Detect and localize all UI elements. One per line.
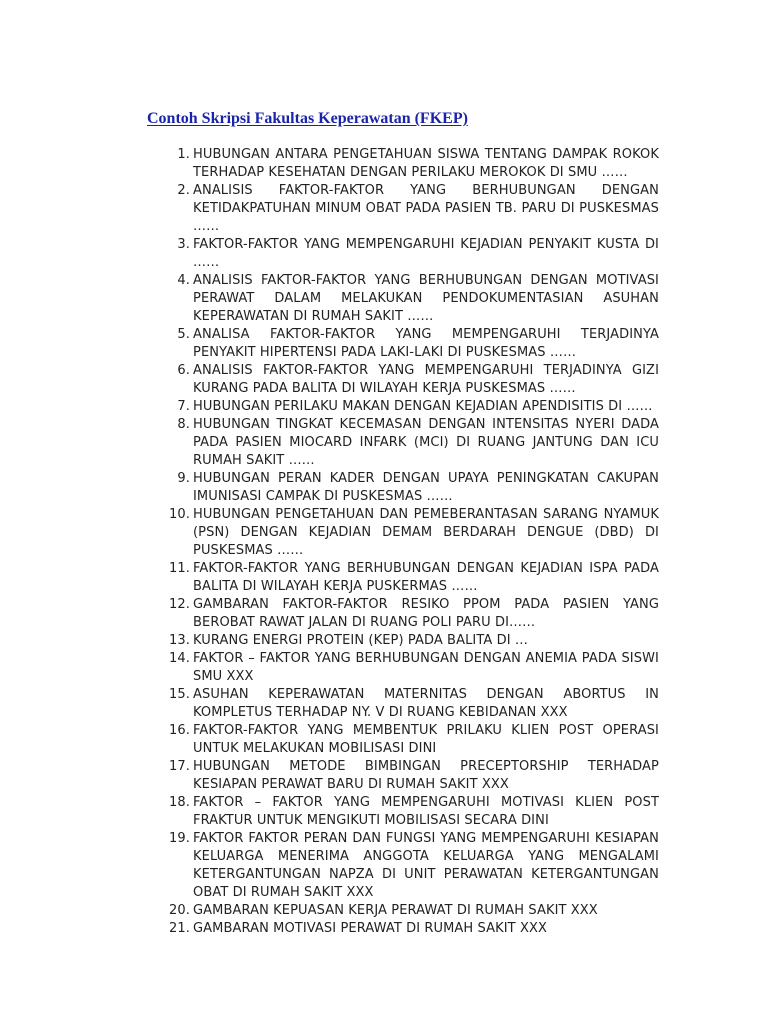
list-item	[150, 830, 659, 902]
item-number: 10.	[169, 507, 190, 522]
item-text: GAMBARAN MOTIVASI PERAWAT DI RUMAH SAKIT XXX	[193, 921, 547, 936]
item-text: HUBUNGAN PERILAKU MAKAN DENGAN KEJADIAN APENDISITIS DI ……	[193, 399, 653, 414]
item-text: HUBUNGAN PERAN KADER DENGAN UPAYA PENINGKATAN CAKUPAN IMUNISASI CAMPAK DI PUSKESMAS ……	[193, 471, 659, 504]
item-text: KURANG ENERGI PROTEIN (KEP) PADA BALITA DI …	[193, 633, 528, 648]
item-number: 11.	[169, 561, 190, 576]
list-item	[150, 362, 659, 398]
item-number: 5.	[177, 327, 190, 342]
item-number: 8.	[177, 417, 190, 432]
item-text: GAMBARAN KEPUASAN KERJA PERAWAT DI RUMAH SAKIT XXX	[193, 903, 598, 918]
list-item	[150, 920, 659, 938]
document-title[interactable]: Contoh Skripsi Fakultas Keperawatan (FKEP)	[147, 110, 468, 127]
item-number: 18.	[169, 795, 190, 810]
item-number: 14.	[169, 651, 190, 666]
list-item	[150, 560, 659, 596]
item-number: 19.	[169, 831, 190, 846]
list-item	[150, 272, 659, 326]
item-text: HUBUNGAN METODE BIMBINGAN PRECEPTORSHIP TERHADAP KESIAPAN PERAWAT BARU DI RUMAH SAKIT XXX	[193, 759, 659, 792]
item-number: 15.	[169, 687, 190, 702]
item-number: 13.	[169, 633, 190, 648]
list-item	[150, 146, 659, 182]
item-text: FAKTOR-FAKTOR YANG MEMPENGARUHI KEJADIAN PENYAKIT KUSTA DI ……	[193, 237, 659, 270]
item-number: 6.	[177, 363, 190, 378]
list-item	[150, 758, 659, 794]
item-text: FAKTOR – FAKTOR YANG MEMPENGARUHI MOTIVASI KLIEN POST FRAKTUR UNTUK MENGIKUTI MOBILISASI SECARA DINI	[193, 795, 659, 828]
list-item	[150, 326, 659, 362]
item-number: 2.	[177, 183, 190, 198]
list-item	[150, 650, 659, 686]
item-number: 3.	[177, 237, 190, 252]
item-number: 16.	[169, 723, 190, 738]
list-item	[150, 902, 659, 920]
item-number: 20.	[169, 903, 190, 918]
item-text: HUBUNGAN TINGKAT KECEMASAN DENGAN INTENSITAS NYERI DADA PADA PASIEN MIOCARD INFARK (MCI) DI RUANG JANTUNG DAN ICU RUMAH SAKIT ……	[193, 417, 659, 468]
list-item	[150, 506, 659, 560]
item-number: 1.	[177, 147, 190, 162]
list-item	[150, 794, 659, 830]
item-text: ANALISA FAKTOR-FAKTOR YANG MEMPENGARUHI TERJADINYA PENYAKIT HIPERTENSI PADA LAKI-LAKI DI PUSKESMAS ……	[193, 327, 659, 360]
item-number: 21.	[169, 921, 190, 936]
list-item	[150, 632, 659, 650]
item-text: HUBUNGAN PENGETAHUAN DAN PEMEBERANTASAN SARANG NYAMUK (PSN) DENGAN KEJADIAN DEMAM BERDARAH DENGUE (DBD) DI PUSKESMAS ……	[193, 507, 659, 558]
item-text: GAMBARAN FAKTOR-FAKTOR RESIKO PPOM PADA PASIEN YANG BEROBAT RAWAT JALAN DI RUANG POLI PARU DI……	[193, 597, 659, 630]
item-text: FAKTOR-FAKTOR YANG BERHUBUNGAN DENGAN KEJADIAN ISPA PADA BALITA DI WILAYAH KERJA PUSKERMAS ……	[193, 561, 659, 594]
item-number: 17.	[169, 759, 190, 774]
item-text: ASUHAN KEPERAWATAN MATERNITAS DENGAN ABORTUS IN KOMPLETUS TERHADAP NY. V DI RUANG KEBIDANAN XXX	[193, 687, 659, 720]
item-text: FAKTOR-FAKTOR YANG MEMBENTUK PRILAKU KLIEN POST OPERASI UNTUK MELAKUKAN MOBILISASI DINI	[193, 723, 659, 756]
item-text: ANALISIS FAKTOR-FAKTOR YANG BERHUBUNGAN DENGAN MOTIVASI PERAWAT DALAM MELAKUKAN PENDOKUMENTASIAN ASUHAN KEPERAWATAN DI RUMAH SAKIT ……	[193, 273, 659, 324]
list-item	[150, 596, 659, 632]
item-text: FAKTOR – FAKTOR YANG BERHUBUNGAN DENGAN ANEMIA PADA SISWI SMU XXX	[193, 651, 659, 684]
list-item	[150, 416, 659, 470]
list-item	[150, 686, 659, 722]
item-number: 9.	[177, 471, 190, 486]
list-item	[150, 722, 659, 758]
item-text: HUBUNGAN ANTARA PENGETAHUAN SISWA TENTANG DAMPAK ROKOK TERHADAP KESEHATAN DENGAN PERILAKU MEROKOK DI SMU ……	[193, 147, 659, 180]
item-text: ANALISIS FAKTOR-FAKTOR YANG BERHUBUNGAN DENGAN KETIDAKPATUHAN MINUM OBAT PADA PASIEN TB. PARU DI PUSKESMAS ……	[193, 183, 659, 234]
item-text: ANALISIS FAKTOR-FAKTOR YANG MEMPENGARUHI TERJADINYA GIZI KURANG PADA BALITA DI WILAYAH KERJA PUSKESMAS ……	[193, 363, 659, 396]
item-number: 12.	[169, 597, 190, 612]
list-item	[150, 236, 659, 272]
list-item	[150, 182, 659, 236]
item-text: FAKTOR FAKTOR PERAN DAN FUNGSI YANG MEMPENGARUHI KESIAPAN KELUARGA MENERIMA ANGGOTA KELUARGA YANG MENGALAMI KETERGANTUNGAN NAPZA DI UNIT PERAWATAN KETERGANTUNGAN OBAT DI RUMAH SAKIT XXX	[193, 831, 659, 900]
item-number: 7.	[177, 399, 190, 414]
list-item	[150, 398, 659, 416]
topic-list	[150, 146, 659, 938]
list-item	[150, 470, 659, 506]
item-number: 4.	[177, 273, 190, 288]
